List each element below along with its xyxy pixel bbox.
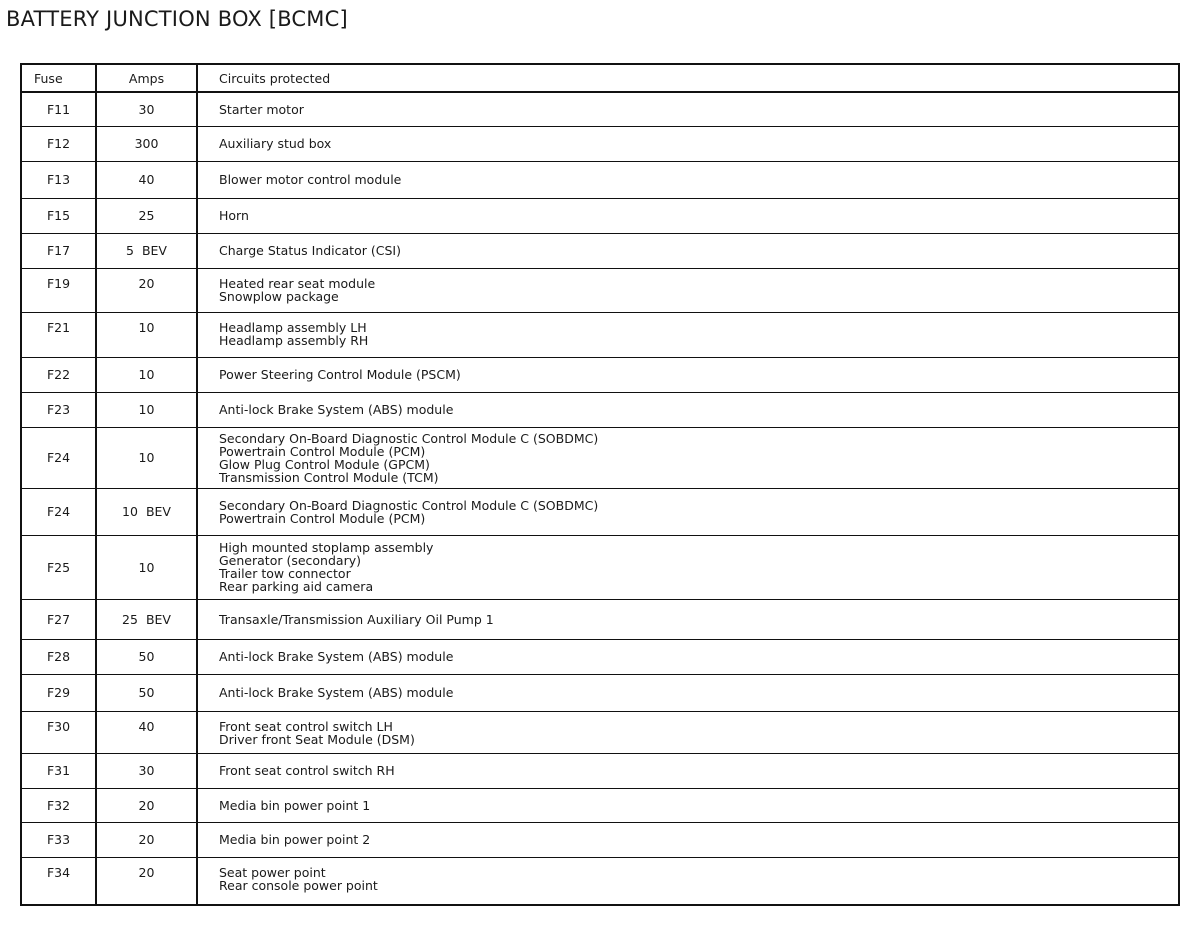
circuits-cell [197,233,1179,268]
circuit-line: Power Steering Control Module (PSCM) [219,367,461,382]
circuits-cell [197,599,1179,639]
circuit-line: Anti-lock Brake System (ABS) module [219,685,454,700]
circuits-cell [197,822,1179,857]
circuits-cell [197,788,1179,822]
circuit-line: Rear parking aid camera [219,579,374,594]
table-row [21,822,1179,857]
circuit-line: Starter motor [219,101,304,117]
amps-value: 20 [138,797,155,813]
circuit-line: Glow Plug Control Module (GPCM) [219,456,430,472]
amps-cell [96,161,197,198]
circuit-line: Front seat control switch RH [219,763,395,778]
table-row [21,711,1179,753]
fuse-cell: F30 [21,711,96,753]
fuse-table-body [21,92,1179,905]
fuse-cell: F33 [21,822,96,857]
circuits-cell [197,392,1179,427]
circuit-line: Transaxle/Transmission Auxiliary Oil Pump 1 [219,611,494,627]
amps-value: 30 [138,763,155,778]
fuse-cell: F12 [21,126,96,161]
circuit-line: Front seat control switch LH [219,718,393,734]
circuit-line: Snowplow package [219,288,339,304]
column-header-fuse: Fuse [21,64,96,92]
amps-cell [96,639,197,674]
amps-cell [96,711,197,753]
amps-value: 40 [138,718,155,734]
amps-cell [96,488,197,535]
fuse-cell: F31 [21,753,96,788]
amps-cell [96,427,197,488]
amps-value: 20 [138,832,155,847]
amps-cell [96,92,197,126]
circuits-cell [197,674,1179,711]
circuit-line: Secondary On-Board Diagnostic Control Module C (SOBDMC) [219,497,599,513]
amps-value: 10 [138,367,155,382]
amps-cell [96,392,197,427]
circuit-line: Headlamp assembly RH [219,332,369,348]
amps-cell [96,535,197,599]
fuse-cell: F34 [21,857,96,905]
table-row [21,857,1179,905]
amps-value: 50 [138,685,155,700]
amps-cell [96,126,197,161]
fuse-cell: F27 [21,599,96,639]
amps-value: 20 [138,864,155,880]
amps-value: 10 [138,402,155,417]
amps-value: 40 [138,172,155,187]
table-row [21,427,1179,488]
circuit-line: Blower motor control module [219,172,402,187]
amps-value: 10 [138,450,155,465]
vehicle-variant-tag: BEV [145,504,171,519]
table-row [21,392,1179,427]
amps-value: 10 [122,504,138,519]
circuit-line: Seat power point [219,864,326,880]
circuit-line: Generator (secondary) [219,553,361,568]
fuse-cell: F24 [21,488,96,535]
page-title: BATTERY JUNCTION BOX [BCMC] [6,7,348,31]
fuse-cell: F19 [21,268,96,312]
circuits-cell [197,857,1179,905]
table-row [21,639,1179,674]
fuse-cell: F15 [21,198,96,233]
amps-value: 50 [138,649,155,664]
table-row [21,312,1179,357]
amps-cell [96,599,197,639]
table-row [21,161,1179,198]
circuit-line: Media bin power point 2 [219,832,371,847]
table-row [21,198,1179,233]
amps-cell [96,674,197,711]
amps-cell [96,857,197,905]
table-row [21,674,1179,711]
circuits-cell [197,92,1179,126]
amps-cell [96,268,197,312]
fuse-cell: F21 [21,312,96,357]
table-row [21,753,1179,788]
fuse-cell: F24 [21,427,96,488]
circuits-cell [197,198,1179,233]
circuits-cell [197,427,1179,488]
vehicle-variant-tag: BEV [141,243,167,258]
circuit-line: Media bin power point 1 [219,797,371,813]
header-row [21,64,1179,92]
amps-cell [96,198,197,233]
fuse-cell: F28 [21,639,96,674]
circuit-line: Transmission Control Module (TCM) [219,469,439,485]
circuit-line: Horn [219,208,249,223]
fuse-table [20,63,1180,906]
circuits-cell [197,535,1179,599]
amps-value: 300 [134,136,159,151]
table-row [21,357,1179,392]
circuits-cell [197,711,1179,753]
amps-value: 10 [138,319,155,335]
circuits-cell [197,753,1179,788]
amps-cell [96,788,197,822]
column-header-circuits: Circuits protected [197,64,1179,92]
circuit-line: Headlamp assembly LH [219,319,367,335]
circuits-cell [197,161,1179,198]
table-row [21,535,1179,599]
fuse-cell: F25 [21,535,96,599]
circuits-cell [197,639,1179,674]
circuit-line: Auxiliary stud box [219,136,332,151]
circuit-line: Anti-lock Brake System (ABS) module [219,649,454,664]
table-row [21,126,1179,161]
amps-cell [96,233,197,268]
circuit-line: Powertrain Control Module (PCM) [219,443,426,459]
amps-cell [96,312,197,357]
fuse-cell: F32 [21,788,96,822]
table-row [21,599,1179,639]
circuit-line: Driver front Seat Module (DSM) [219,731,415,747]
circuit-line: High mounted stoplamp assembly [219,540,434,555]
circuits-cell [197,357,1179,392]
amps-cell [96,357,197,392]
circuit-line: Secondary On-Board Diagnostic Control Module C (SOBDMC) [219,430,599,446]
fuse-cell: F23 [21,392,96,427]
fuse-cell: F17 [21,233,96,268]
column-header-amps: Amps [96,64,197,92]
circuit-line: Charge Status Indicator (CSI) [219,243,401,258]
fuse-cell: F13 [21,161,96,198]
table-row [21,488,1179,535]
vehicle-variant-tag: BEV [145,611,171,627]
circuit-line: Trailer tow connector [219,566,351,581]
table-row [21,233,1179,268]
circuit-line: Rear console power point [219,877,378,893]
circuits-cell [197,312,1179,357]
amps-value: 20 [138,275,155,291]
amps-value: 25 [138,208,155,223]
table-row [21,92,1179,126]
amps-cell [96,822,197,857]
circuits-cell [197,268,1179,312]
table-row [21,788,1179,822]
fuse-cell: F22 [21,357,96,392]
amps-value: 25 [122,611,138,627]
amps-value: 30 [138,101,155,117]
fuse-cell: F11 [21,92,96,126]
amps-value: 5 [126,243,134,258]
amps-value: 10 [138,559,155,575]
amps-cell [96,753,197,788]
fuse-cell: F29 [21,674,96,711]
circuits-cell [197,488,1179,535]
table-row [21,268,1179,312]
circuit-line: Anti-lock Brake System (ABS) module [219,402,454,417]
circuit-line: Heated rear seat module [219,275,376,291]
circuit-line: Powertrain Control Module (PCM) [219,510,426,526]
circuits-cell [197,126,1179,161]
